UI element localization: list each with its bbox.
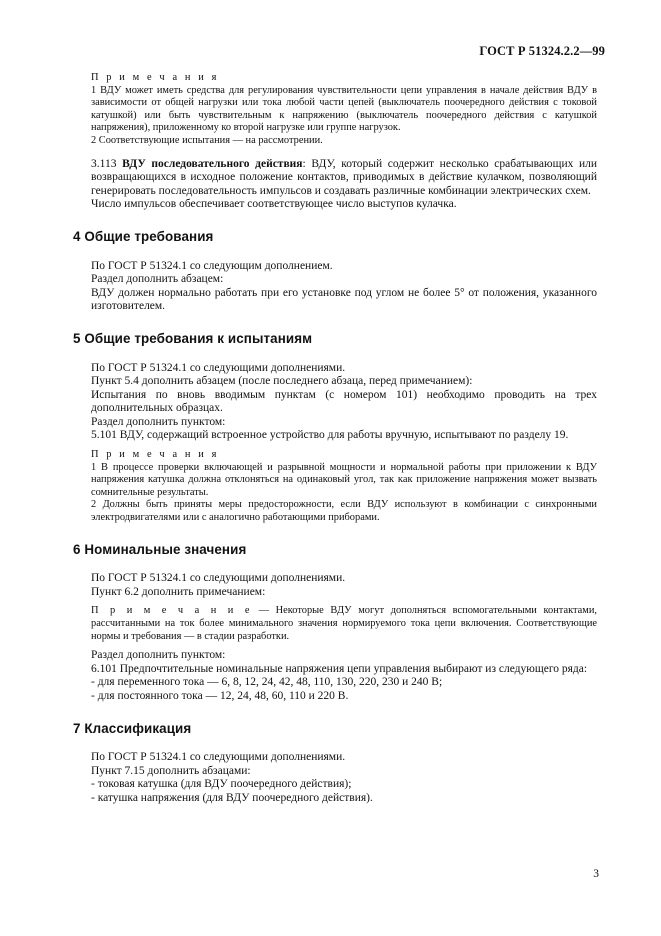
clause-3113-term: ВДУ последовательного действия [122, 157, 303, 170]
clause-3113 [91, 158, 597, 199]
notes-top-item-2: 2 Соответствующие испытания — на рассмотрении. [91, 134, 323, 146]
section-6-para-4: 6.101 Предпочтительные номинальные напряжения цепи управления выбирают из следующего ряда: [91, 662, 588, 675]
section-4-para-1: По ГОСТ Р 51324.1 со следующим дополнением. [91, 259, 333, 272]
page-content [73, 72, 598, 806]
section-6-para-2: Пункт 6.2 дополнить примечанием: [91, 585, 266, 598]
clause-3113-extra: Число импульсов обеспечивает соответствующее число выступов кулачка. [91, 198, 457, 211]
section-6-note-label: П р и м е ч а н и е [91, 605, 252, 617]
section-6-list-item-1: - для переменного тока — 6, 8, 12, 24, 42, 48, 110, 130, 220, 230 и 240 В; [91, 676, 443, 689]
section-5-notes-title: П р и м е ч а н и я [91, 449, 219, 461]
section-5-note-1: 1 В процессе проверки включающей и разрывной мощности и нормальной работы при приложении к ВДУ напряжения катушка должна отклоняться на одинаковый угол, так как приложение напряжения может вызвать сомнительные результаты. [91, 461, 597, 498]
section-7-para-1: По ГОСТ Р 51324.1 со следующими дополнениями. [91, 751, 346, 764]
section-4-para-2: Раздел дополнить абзацем: [91, 273, 224, 286]
section-5-notes [91, 449, 597, 525]
section-5-para-1: По ГОСТ Р 51324.1 со следующими дополнениями. [91, 361, 346, 374]
section-7-list-item-2: - катушка напряжения (для ВДУ поочередного действия). [91, 791, 373, 804]
section-5-para-4: Раздел дополнить пунктом: [91, 415, 226, 428]
section-4-para-3: ВДУ должен нормально работать при его установке под углом не более 5° от положения, указанного изготовителем. [91, 286, 597, 313]
section-5-para-3: Испытания по вновь вводимым пунктам (с номером 101) необходимо проводить на трех дополнительных образцах. [91, 388, 597, 415]
section-5-note-2: 2 Должны быть приняты меры предосторожности, если ВДУ используют в комбинации с синхронными электродвигателями или с аналогично работающими приборами. [91, 499, 597, 524]
clause-3113-text: : ВДУ, который содержит несколько срабатывающих или возвращающихся в исходное положение контактов, приводимых в действие кулачком, позволяющий генерировать последовательность импульсов и создавать различные комбинации электрических схем. [91, 157, 598, 197]
notes-top-item-1: 1 ВДУ может иметь средства для регулирования чувствительности цепи управления в начале действия ВДУ в зависимости от общей нагрузки или тока любой части цепей (выключатель поочередного действия с токовой катушкой) или быть чувствительным к напряжению (выключатель поочередного действия с катушкой напряжения), приложенному ко второй нагрузке или группе нагрузок. [91, 84, 597, 134]
section-7-heading: 7 Классификация [73, 720, 192, 736]
section-6-note [91, 605, 597, 643]
section-6-list-item-2: - для постоянного тока — 12, 24, 48, 60, 110 и 220 В. [91, 689, 349, 702]
section-4-heading: 4 Общие требования [73, 228, 214, 244]
section-6-note-text: — Некоторые ВДУ могут дополняться вспомогательными контактами, рассчитанными на ток более минимального значения нормируемого тока цепи включения. Соответствующие нормы и требования — в стадии разработки. [91, 605, 598, 642]
clause-3113-number: 3.113 [91, 157, 117, 170]
section-5-para-5: 5.101 ВДУ, содержащий встроенное устройство для работы вручную, испытывают по разделу 19. [91, 429, 569, 442]
page-number: 3 [593, 868, 599, 880]
section-5-para-2: Пункт 5.4 дополнить абзацем (после последнего абзаца, перед примечанием): [91, 375, 473, 388]
notes-top-title: П р и м е ч а н и я [91, 72, 219, 83]
section-6-para-3: Раздел дополнить пунктом: [91, 649, 226, 662]
section-6-para-1: По ГОСТ Р 51324.1 со следующими дополнениями. [91, 572, 346, 585]
section-7-para-2: Пункт 7.15 дополнить абзацами: [91, 764, 251, 777]
section-6-heading: 6 Номинальные значения [73, 541, 247, 557]
notes-top [91, 72, 597, 148]
section-7-list-item-1: - токовая катушка (для ВДУ поочередного действия); [91, 778, 352, 791]
section-5-heading: 5 Общие требования к испытаниям [73, 330, 313, 346]
standard-designation: ГОСТ Р 51324.2.2—99 [479, 44, 605, 58]
